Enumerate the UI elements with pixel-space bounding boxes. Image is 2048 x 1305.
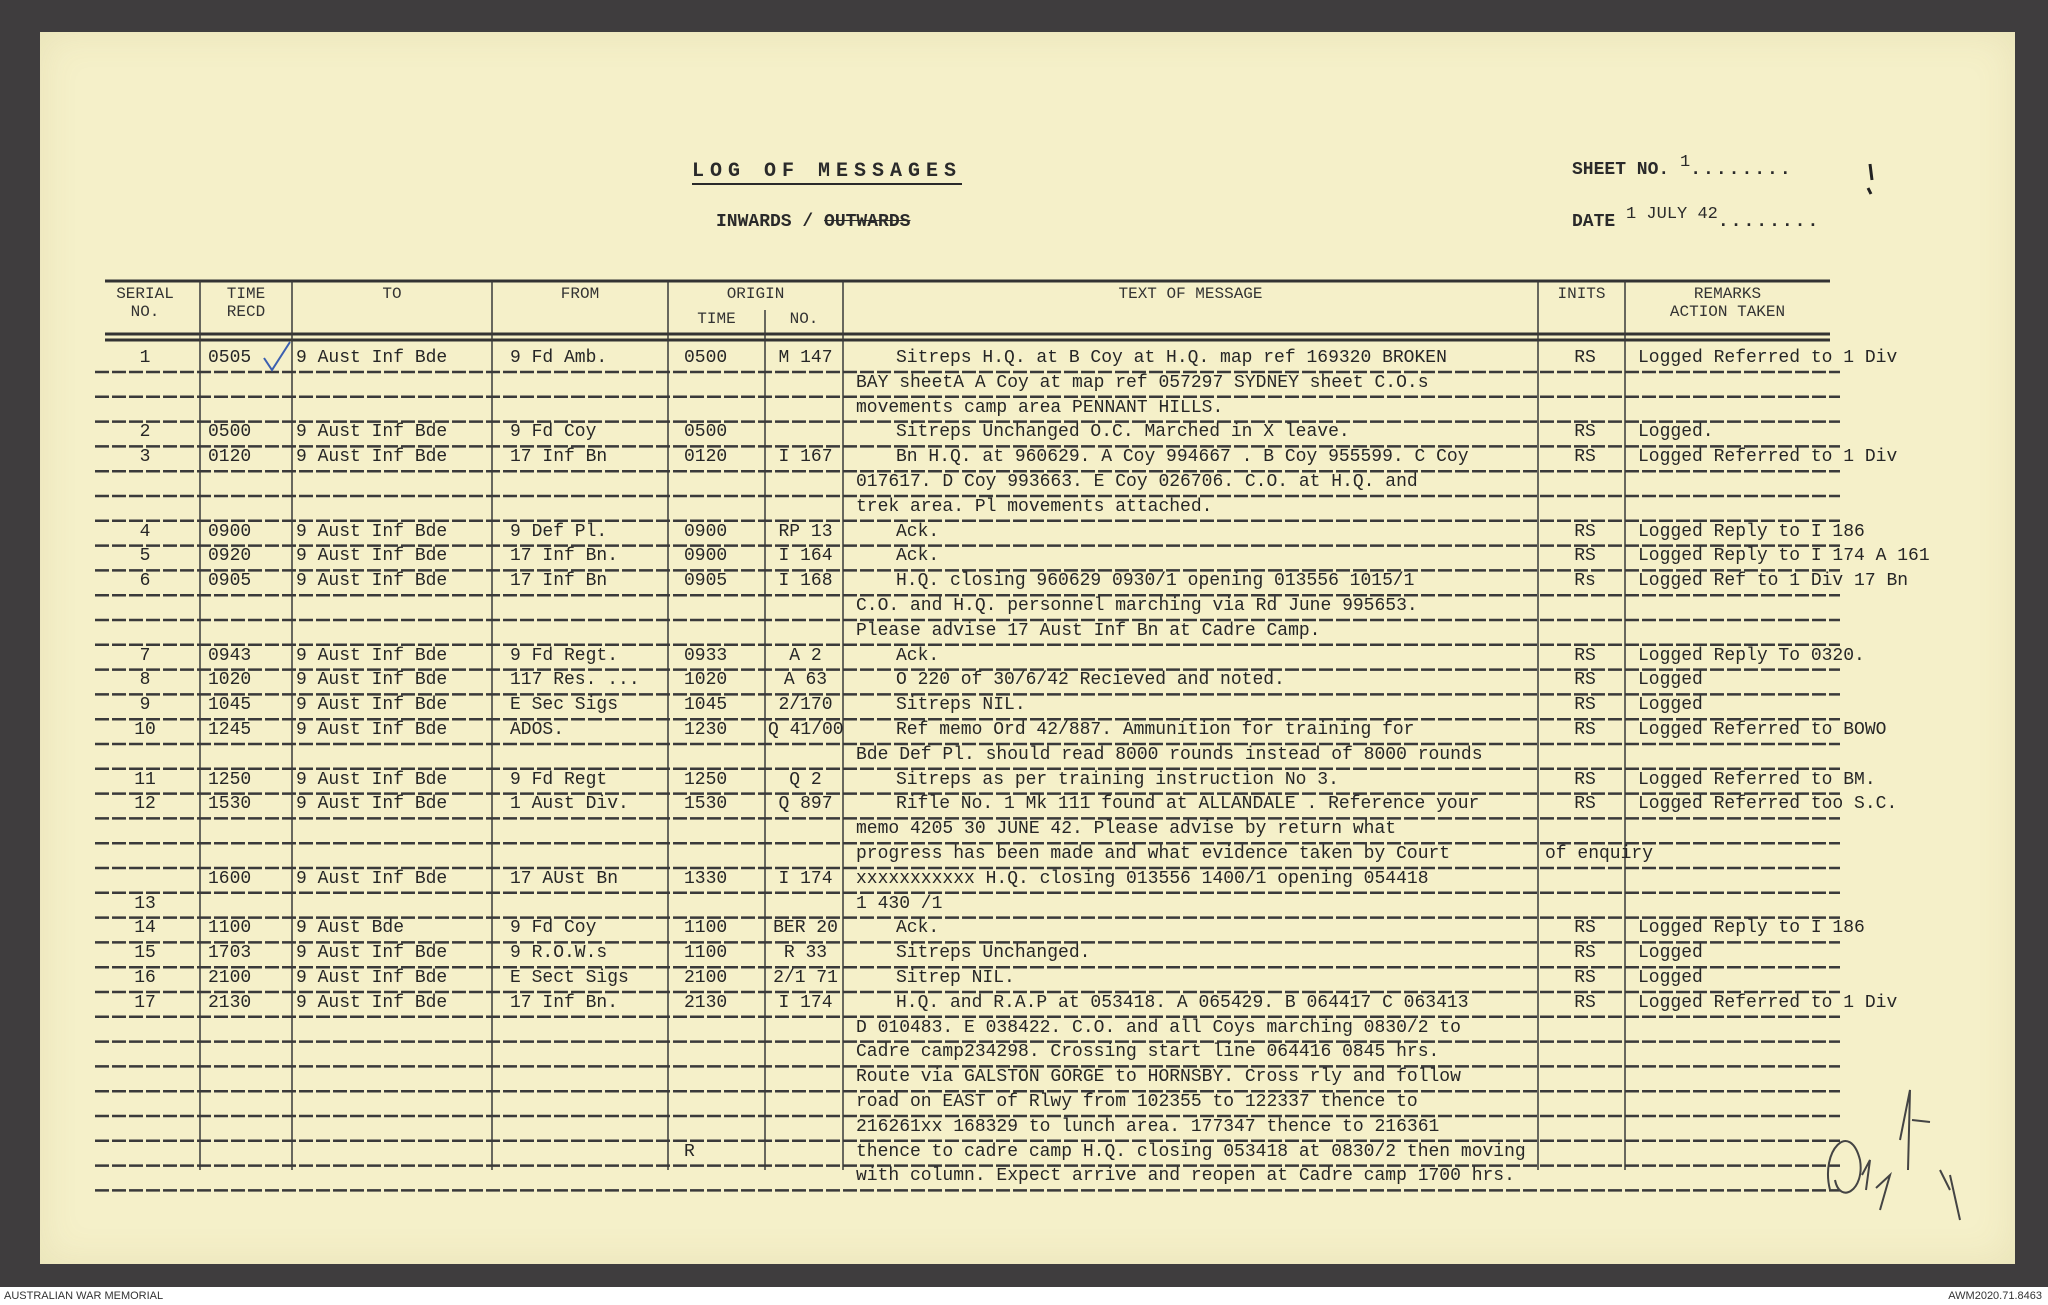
message-text-cell: Ack. — [896, 521, 940, 542]
from-cell: 9 R.O.W.s — [510, 943, 608, 964]
inits-cell: Rs — [1574, 571, 1596, 592]
from-cell: 9 Fd Coy — [510, 422, 597, 443]
time-recd-cell: 0905 — [208, 571, 252, 592]
origin-time-cell: 1330 — [684, 868, 728, 889]
inits-cell: RS — [1574, 645, 1596, 666]
header-remarks: REMARKS ACTION TAKEN — [1669, 285, 1786, 321]
from-cell: 117 Res. ... — [510, 670, 640, 691]
origin-no-cell: I 164 — [778, 546, 833, 567]
remarks-cell: Logged Reply to I 186 — [1638, 918, 1865, 939]
origin-no-cell: Q 41/00 — [768, 720, 844, 740]
origin-time-cell: 1530 — [684, 794, 728, 815]
time-recd-cell: 1045 — [208, 695, 252, 716]
sheet-label: SHEET NO. — [1572, 160, 1670, 180]
origin-time-cell: R — [684, 1141, 695, 1162]
to-cell: 9 Aust Inf Bde — [296, 868, 448, 889]
archive-footer — [0, 1288, 2048, 1305]
inwards-label: INWARDS / — [716, 212, 814, 232]
inits-cell: RS — [1574, 720, 1596, 740]
from-cell: 17 AUst Bn — [510, 868, 619, 889]
to-cell: 9 Aust Inf Bde — [296, 422, 448, 443]
serial-cell: 2 — [139, 422, 151, 443]
remarks-cell: Logged — [1638, 670, 1703, 691]
serial-cell: 12 — [134, 794, 156, 815]
serial-cell: 10 — [134, 720, 156, 740]
header-serial: SERIAL NO. — [116, 285, 174, 321]
origin-no-cell: I 168 — [778, 571, 833, 592]
serial-cell: 1 — [139, 348, 151, 368]
time-recd-cell: 1100 — [208, 918, 252, 939]
serial-cell: 6 — [139, 571, 151, 592]
message-text-cell: Ack. — [896, 918, 940, 939]
time-recd-cell: 0500 — [208, 422, 252, 443]
from-cell: 9 Fd Regt — [510, 769, 608, 790]
inits-cell: RS — [1574, 918, 1596, 939]
time-recd-cell: 1245 — [208, 720, 252, 740]
inits-cell: RS — [1574, 422, 1596, 443]
message-text-cell: Bde Def Pl. should read 8000 rounds instead of 8000 rounds — [856, 744, 1483, 765]
signature-initials-icon — [1800, 1080, 1980, 1230]
header-from: FROM — [560, 285, 600, 303]
to-cell: 9 Aust Inf Bde — [296, 769, 448, 790]
footer-source: AUSTRALIAN WAR MEMORIAL — [4, 1290, 164, 1302]
origin-no-cell: 2/1 71 — [773, 968, 838, 988]
header-text: TEXT OF MESSAGE — [1118, 285, 1263, 303]
outwards-label: OUTWARDS — [824, 212, 911, 232]
remarks-cell: Logged Referred to 1 Div — [1638, 348, 1898, 368]
time-recd-cell: 1703 — [208, 943, 252, 964]
from-cell: ADOS. — [510, 720, 565, 740]
inits-cell: RS — [1574, 992, 1596, 1013]
time-recd-cell: 2130 — [208, 992, 252, 1013]
origin-no-cell: BER 20 — [773, 918, 838, 939]
message-text-cell: Ack. — [896, 546, 940, 567]
origin-no-cell: Q 2 — [789, 769, 822, 790]
header-to: TO — [382, 285, 402, 303]
inits-cell: RS — [1574, 943, 1596, 964]
to-cell: 9 Aust Inf Bde — [296, 447, 448, 468]
time-recd-cell: 0900 — [208, 521, 252, 542]
header-origin-time: TIME — [697, 310, 736, 328]
header-origin-no: NO. — [789, 310, 819, 328]
from-cell: 17 Inf Bn. — [510, 992, 619, 1013]
message-text-cell: Sitreps Unchanged O.C. Marched in X leave. — [896, 422, 1350, 443]
origin-time-cell: 0905 — [684, 571, 728, 592]
serial-cell: 9 — [139, 695, 151, 716]
date-dots: ........ — [1717, 212, 1821, 232]
to-cell: 9 Aust Inf Bde — [296, 695, 448, 716]
message-text-cell: Sitrep NIL. — [896, 968, 1015, 988]
origin-no-cell: A 63 — [783, 670, 828, 691]
serial-cell: 5 — [139, 546, 151, 567]
message-text-cell: Bn H.Q. at 960629. A Coy 994667 . B Coy 955599. C Coy — [896, 447, 1469, 468]
serial-cell: 13 — [134, 893, 156, 914]
to-cell: 9 Aust Inf Bde — [296, 943, 448, 964]
inits-cell: of enquiry — [1545, 844, 1654, 864]
message-text-cell: Cadre camp234298. Crossing start line 064416 0845 hrs. — [856, 1042, 1440, 1063]
remarks-cell: Logged Reply to I 174 A 161 — [1638, 546, 1930, 567]
message-text-cell: xxxxxxxxxxx H.Q. closing 013556 1400/1 opening 054418 — [856, 868, 1429, 889]
time-recd-cell: 1250 — [208, 769, 252, 790]
remarks-cell: Logged Ref to 1 Div 17 Bn — [1638, 571, 1909, 592]
ink-mark-icon — [1862, 160, 1878, 200]
from-cell: 17 Inf Bn. — [510, 546, 619, 567]
remarks-cell: Logged — [1638, 968, 1703, 988]
remarks-cell: Logged — [1638, 943, 1703, 964]
inits-cell: RS — [1574, 546, 1596, 567]
origin-time-cell: 1100 — [684, 943, 728, 964]
serial-cell: 16 — [134, 968, 156, 988]
inits-cell: RS — [1574, 447, 1596, 468]
inits-cell: RS — [1574, 348, 1596, 368]
origin-time-cell: 0500 — [684, 422, 728, 443]
from-cell: 17 Inf Bn — [510, 571, 608, 592]
to-cell: 9 Aust Inf Bde — [296, 968, 448, 988]
message-text-cell: road on EAST of Rlwy from 102355 to 122337 thence to — [856, 1092, 1418, 1112]
message-text-cell: Ack. — [896, 645, 940, 666]
date-value: 1 JULY 42 — [1626, 205, 1718, 224]
inits-cell: RS — [1574, 695, 1596, 716]
date-field — [1572, 205, 1821, 232]
origin-no-cell: I 174 — [778, 992, 833, 1013]
serial-cell: 11 — [134, 769, 156, 790]
to-cell: 9 Aust Inf Bde — [296, 348, 448, 368]
to-cell: 9 Aust Inf Bde — [296, 794, 448, 815]
message-text-cell: Sitreps Unchanged. — [896, 943, 1091, 964]
message-text-cell: 1 430 /1 — [856, 893, 943, 914]
to-cell: 9 Aust Inf Bde — [296, 521, 448, 542]
message-text-cell: thence to cadre camp H.Q. closing 053418 at 0830/2 then moving — [856, 1141, 1526, 1162]
from-cell: 9 Fd Regt. — [510, 645, 619, 666]
origin-time-cell: 1230 — [684, 720, 728, 740]
origin-time-cell: 1045 — [684, 695, 728, 716]
time-recd-cell: 1020 — [208, 670, 252, 691]
time-recd-cell: 0120 — [208, 447, 252, 468]
to-cell: 9 Aust Inf Bde — [296, 645, 448, 666]
remarks-cell: Logged — [1638, 695, 1703, 716]
from-cell: 1 Aust Div. — [510, 794, 629, 815]
remarks-cell: Logged Referred to BM. — [1638, 769, 1876, 790]
serial-cell: 15 — [134, 943, 156, 964]
origin-no-cell: R 33 — [783, 943, 828, 964]
origin-no-cell: Q 897 — [778, 794, 833, 815]
message-text-cell: Sitreps H.Q. at B Coy at H.Q. map ref 169320 BROKEN — [896, 348, 1447, 368]
message-text-cell: O 220 of 30/6/42 Recieved and noted. — [896, 670, 1285, 691]
remarks-cell: Logged. — [1638, 422, 1714, 443]
from-cell: 9 Fd Coy — [510, 918, 597, 939]
serial-cell: 7 — [139, 645, 151, 666]
direction-label — [716, 212, 910, 232]
from-cell: E Sec Sigs — [510, 695, 619, 716]
time-recd-cell: 0943 — [208, 645, 252, 666]
origin-time-cell: 0500 — [684, 348, 728, 368]
message-text-cell: D 010483. E 038422. C.O. and all Coys marching 0830/2 to — [856, 1017, 1461, 1038]
remarks-cell: Logged Referred to 1 Div — [1638, 447, 1898, 468]
origin-time-cell: 2130 — [684, 992, 728, 1013]
message-text-cell: movements camp area PENNANT HILLS. — [856, 397, 1224, 418]
from-cell: E Sect Sigs — [510, 968, 629, 988]
to-cell: 9 Aust Bde — [296, 918, 405, 939]
message-text-cell: with column. Expect arrive and reopen at Cadre camp 1700 hrs. — [856, 1166, 1515, 1187]
remarks-cell: Logged Reply to I 186 — [1638, 521, 1865, 542]
origin-time-cell: 1100 — [684, 918, 728, 939]
inits-cell: RS — [1574, 968, 1596, 988]
serial-cell: 14 — [134, 918, 156, 939]
origin-no-cell: RP 13 — [778, 521, 833, 542]
message-text-cell: 017617. D Coy 993663. E Coy 026706. C.O. at H.Q. and — [856, 472, 1418, 492]
from-cell: 9 Fd Amb. — [510, 348, 608, 368]
origin-time-cell: 0900 — [684, 546, 728, 567]
message-text-cell: progress has been made and what evidence taken by Court — [856, 844, 1451, 864]
from-cell: 9 Def Pl. — [510, 521, 608, 542]
message-text-cell: Ref memo Ord 42/887. Ammunition for training for — [896, 720, 1415, 740]
origin-time-cell: 1250 — [684, 769, 728, 790]
inits-cell: RS — [1574, 670, 1596, 691]
header-origin: ORIGIN — [726, 285, 785, 303]
time-recd-cell: 1600 — [208, 868, 252, 889]
origin-time-cell: 0120 — [684, 447, 728, 468]
sheet-dots: ........ — [1690, 160, 1793, 180]
sheet-value: 1 — [1680, 153, 1691, 172]
remarks-cell: Logged Reply To 0320. — [1638, 645, 1865, 666]
origin-no-cell: I 167 — [778, 447, 833, 468]
time-recd-cell: 2100 — [208, 968, 252, 988]
message-text-cell: trek area. Pl movements attached. — [856, 496, 1213, 517]
origin-no-cell: 2/170 — [778, 695, 833, 716]
origin-no-cell: A 2 — [789, 645, 822, 666]
message-text-cell: H.Q. closing 960629 0930/1 opening 013556 1015/1 — [896, 571, 1415, 592]
message-text-cell: Route via GALSTON GORGE to HORNSBY. Cross rly and follow — [856, 1067, 1461, 1088]
time-recd-cell: 0920 — [208, 546, 252, 567]
remarks-cell: Logged Referred too S.C. — [1638, 794, 1898, 815]
message-text-cell: memo 4205 30 JUNE 42. Please advise by return what — [856, 819, 1397, 840]
time-recd-cell: 1530 — [208, 794, 252, 815]
to-cell: 9 Aust Inf Bde — [296, 992, 448, 1013]
sheet-number — [1572, 153, 1793, 180]
header-inits: INITS — [1557, 285, 1606, 303]
message-text-cell: Please advise 17 Aust Inf Bn at Cadre Camp. — [856, 620, 1321, 641]
message-text-cell: 216261xx 168329 to lunch area. 177347 thence to 216361 — [856, 1116, 1440, 1137]
remarks-cell: Logged Referred to 1 Div — [1638, 992, 1898, 1013]
serial-cell: 4 — [139, 521, 151, 542]
time-recd-cell: 0505 — [208, 348, 252, 368]
message-text-cell: H.Q. and R.A.P at 053418. A 065429. B 064417 C 063413 — [896, 992, 1469, 1013]
to-cell: 9 Aust Inf Bde — [296, 546, 448, 567]
serial-cell: 17 — [134, 992, 156, 1013]
remarks-cell: Logged Referred to BOWO — [1638, 720, 1887, 740]
date-label: DATE — [1572, 212, 1616, 232]
inits-cell: RS — [1574, 794, 1596, 815]
origin-time-cell: 0933 — [684, 645, 728, 666]
from-cell: 17 Inf Bn — [510, 447, 608, 468]
message-text-cell: Rifle No. 1 Mk 111 found at ALLANDALE . Reference your — [896, 794, 1480, 815]
origin-no-cell: I 174 — [778, 868, 833, 889]
to-cell: 9 Aust Inf Bde — [296, 720, 448, 740]
origin-time-cell: 1020 — [684, 670, 728, 691]
header-time-recd: TIME RECD — [226, 285, 266, 321]
message-text-cell: C.O. and H.Q. personnel marching via Rd June 995653. — [856, 596, 1418, 616]
message-text-cell: Sitreps NIL. — [896, 695, 1026, 716]
inits-cell: RS — [1574, 521, 1596, 542]
serial-cell: 8 — [139, 670, 151, 691]
to-cell: 9 Aust Inf Bde — [296, 571, 448, 592]
origin-time-cell: 0900 — [684, 521, 728, 542]
origin-no-cell: M 147 — [778, 348, 833, 368]
to-cell: 9 Aust Inf Bde — [296, 670, 448, 691]
origin-time-cell: 2100 — [684, 968, 728, 988]
message-text-cell: BAY sheetA A Coy at map ref 057297 SYDNEY sheet C.O.s — [856, 372, 1429, 393]
page-title: LOG OF MESSAGES — [692, 160, 963, 183]
serial-cell: 3 — [139, 447, 151, 468]
inits-cell: RS — [1574, 769, 1596, 790]
footer-reference: AWM2020.71.8463 — [1948, 1290, 2042, 1302]
check-mark-icon — [262, 340, 292, 374]
message-text-cell: Sitreps as per training instruction No 3. — [896, 769, 1339, 790]
